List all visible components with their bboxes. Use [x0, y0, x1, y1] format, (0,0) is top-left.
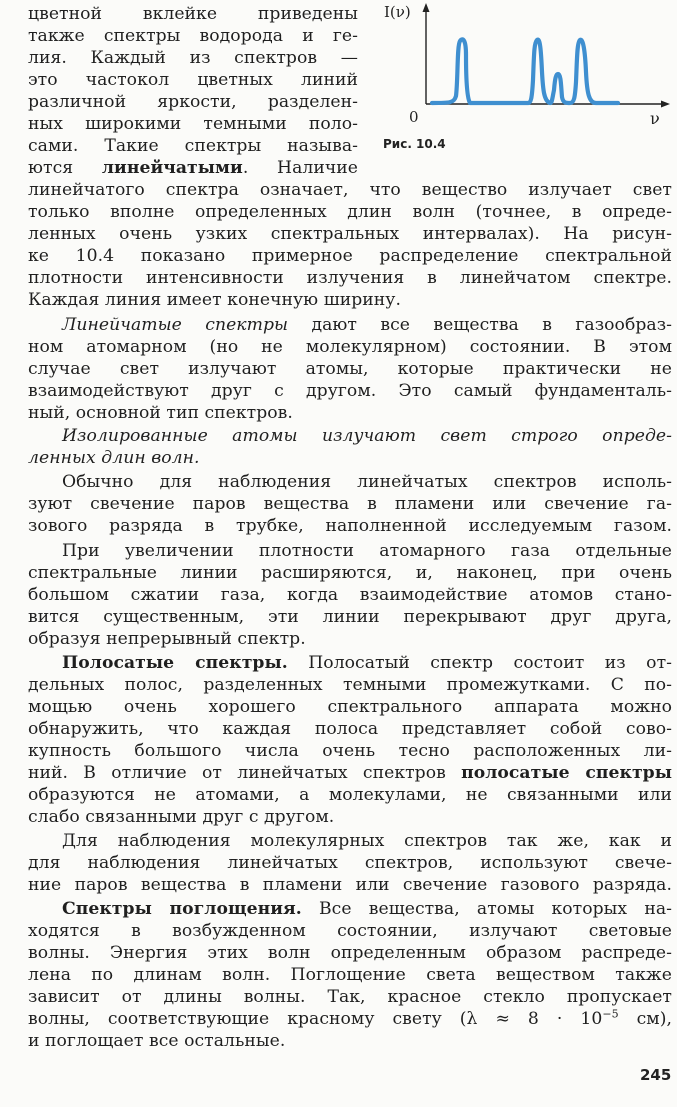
text-line	[28, 740, 672, 762]
text-span: различной яркости, разделен-	[28, 92, 358, 112]
text-span: см),	[618, 1009, 672, 1029]
text-line	[28, 91, 358, 113]
text-line	[28, 584, 672, 606]
text-line	[28, 628, 672, 650]
text-line	[28, 25, 358, 47]
text-line	[28, 201, 672, 223]
text-span: образуются не атомами, а молекулами, не связанными или	[28, 785, 672, 805]
text-line	[28, 1030, 672, 1052]
text-span: цветной вклейке приведены	[28, 4, 358, 24]
text-line	[28, 336, 672, 358]
text-line	[28, 784, 672, 806]
text-span: При увеличении плотности атомарного газа отдельные	[62, 541, 672, 561]
x-axis-label: ν	[650, 109, 660, 128]
bold-term: линейчатыми	[101, 158, 243, 178]
text-line	[28, 762, 672, 784]
text-span: образуя непрерывный спектр.	[28, 629, 306, 649]
text-line	[28, 402, 672, 424]
text-span: волны. Энергия этих волн определенным образом распреде-	[28, 943, 672, 963]
text-span: линейчатого спектра означает, что вещество излучает свет	[28, 180, 672, 200]
italic-text: ленных длин волн.	[28, 448, 200, 468]
bold-term: Спектры поглощения.	[62, 899, 302, 919]
text-line	[28, 696, 672, 718]
text-line	[62, 314, 672, 336]
text-line	[62, 652, 672, 674]
text-span: зависит от длины волны. Так, красное стекло пропускает	[28, 987, 672, 1007]
text-span: большом сжатии газа, когда взаимодействие атомов стано-	[28, 585, 672, 605]
text-line	[28, 986, 672, 1008]
text-span: также спектры водорода и ге-	[28, 26, 358, 46]
text-span: ный, основной тип спектров.	[28, 403, 293, 423]
text-line	[62, 830, 672, 852]
text-span: Все вещества, атомы которых на-	[301, 899, 672, 919]
text-span: это частокол цветных линий	[28, 70, 358, 90]
text-span: Каждая линия имеет конечную ширину.	[28, 290, 401, 310]
x-axis-arrow	[661, 101, 670, 108]
text-span: ке 10.4 показано примерное распределение спектральной	[28, 246, 672, 266]
origin-label: 0	[409, 108, 419, 126]
text-span: купность большого числа очень тесно расположенных ли-	[28, 741, 672, 761]
text-span: обнаружить, что каждая полоса представляет собой сово-	[28, 719, 672, 739]
text-line	[28, 69, 358, 91]
text-span: Полосатый спектр состоит из от-	[287, 653, 672, 673]
text-span: ние паров вещества в пламени или свечение газового разряда.	[28, 875, 672, 895]
intensity-curve	[432, 39, 618, 103]
text-line	[28, 245, 672, 267]
text-line	[28, 1008, 672, 1030]
text-line	[28, 942, 672, 964]
text-span: ленных очень узких спектральных интервалах). На рисун-	[28, 224, 672, 244]
text-line	[28, 113, 358, 135]
text-line	[28, 179, 672, 201]
spectrum-figure	[380, 0, 677, 160]
text-span: случае свет излучают атомы, которые практически не	[28, 359, 672, 379]
text-line	[28, 562, 672, 584]
text-line	[28, 223, 672, 245]
text-line	[62, 425, 672, 447]
text-span: плотности интенсивности излучения в линейчатом спектре.	[28, 268, 672, 288]
bold-term: полосатые спектры	[461, 763, 672, 783]
text-span: спектральные линии расширяются, и, наконец, при очень	[28, 563, 672, 583]
text-span: ходятся в возбужденном состоянии, излучают световые	[28, 921, 672, 941]
text-line	[28, 380, 672, 402]
bold-term: Полосатые спектры.	[62, 653, 288, 673]
text-span: лия. Каждый из спектров —	[28, 48, 358, 68]
italic-text: Линейчатые спектры	[62, 315, 289, 335]
text-line	[28, 3, 358, 25]
text-span: Обычно для наблюдения линейчатых спектров исполь-	[62, 472, 672, 492]
text-span: зового разряда в трубке, наполненной исследуемым газом.	[28, 516, 672, 536]
text-span: лена по длинам волн. Поглощение света веществом также	[28, 965, 672, 985]
text-span: сами. Такие спектры называ-	[28, 136, 358, 156]
text-span: дают все вещества в газообраз-	[288, 315, 672, 335]
text-span: Для наблюдения молекулярных спектров так же, как и	[62, 831, 672, 851]
italic-text: Изолированные атомы излучают свет строго опреде-	[62, 426, 672, 446]
text-line	[28, 289, 672, 311]
text-span: волны, соответствующие красному свету (λ ≈ 8 · 10	[28, 1009, 603, 1029]
text-line	[28, 267, 672, 289]
text-span: слабо связанными друг с другом.	[28, 807, 335, 827]
text-line	[28, 157, 358, 179]
y-axis-arrow	[423, 3, 430, 12]
text-line	[28, 852, 672, 874]
text-line	[28, 674, 672, 696]
text-line	[28, 358, 672, 380]
text-line	[62, 471, 672, 493]
text-span: ном атомарном (но не молекулярном) состоянии. В этом	[28, 337, 672, 357]
text-line	[28, 515, 672, 537]
text-span: ных широкими темными поло-	[28, 114, 358, 134]
superscript: −5	[602, 1007, 619, 1021]
y-axis-label: I(ν)	[384, 3, 411, 21]
text-line	[28, 493, 672, 515]
text-line	[28, 447, 672, 469]
text-span: для наблюдения линейчатых спектров, используют свече-	[28, 853, 672, 873]
text-span: и поглощает все остальные.	[28, 1031, 286, 1051]
figure-caption: Рис. 10.4	[383, 137, 446, 151]
text-line	[28, 718, 672, 740]
text-span: вится существенным, эти линии перекрывают друг друга,	[28, 607, 672, 627]
text-line	[28, 47, 358, 69]
text-span: мощью очень хорошего спектрального аппарата можно	[28, 697, 672, 717]
text-line	[62, 540, 672, 562]
text-line	[28, 964, 672, 986]
text-line	[28, 606, 672, 628]
text-span: ются	[28, 158, 102, 178]
text-span: дельных полос, разделенных темными промежутками. С по-	[28, 675, 672, 695]
text-span: только вполне определенных длин волн (точнее, в опреде-	[28, 202, 672, 222]
text-line	[28, 135, 358, 157]
page-number: 245	[640, 1066, 672, 1084]
text-line	[28, 920, 672, 942]
text-span: . Наличие	[242, 158, 359, 178]
text-span: ний. В отличие от линейчатых спектров	[28, 763, 462, 783]
text-line	[28, 874, 672, 896]
text-span: взаимодействуют друг с другом. Это самый фундаменталь-	[28, 381, 672, 401]
text-span: зуют свечение паров вещества в пламени или свечение га-	[28, 494, 672, 514]
text-line	[62, 898, 672, 920]
text-line	[28, 806, 672, 828]
